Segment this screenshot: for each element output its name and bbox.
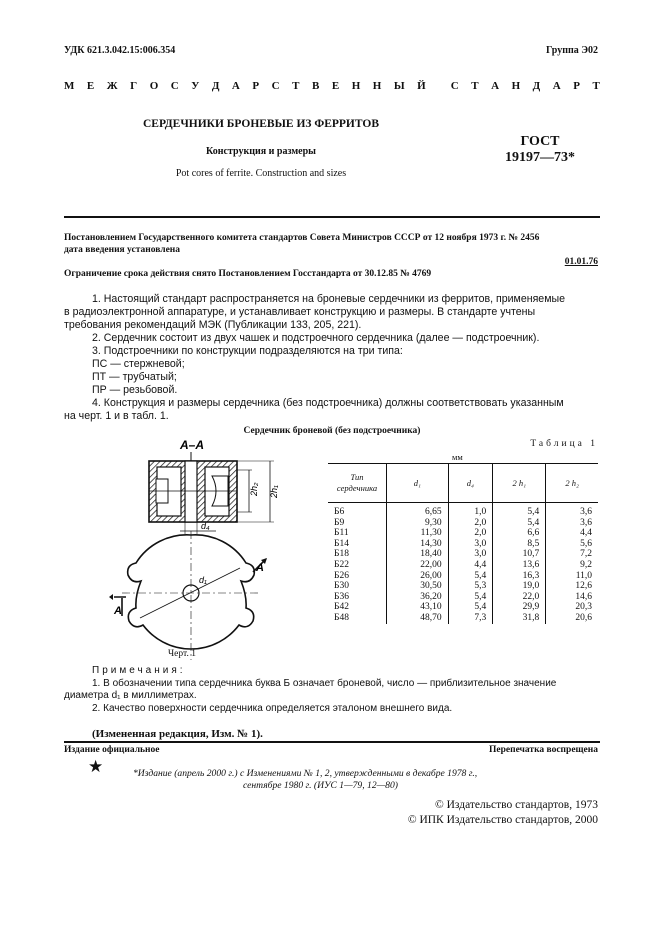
table-cell: Б9: [334, 517, 345, 528]
heading-letter: А: [552, 80, 561, 92]
table-row: [328, 503, 598, 518]
table-cell: 12,6: [546, 581, 598, 592]
clause-4b: на черт. 1 и в табл. 1.: [64, 410, 169, 422]
table-cell: 5,3: [448, 581, 493, 592]
col-2h2: 2 h₂: [546, 464, 598, 503]
decree-line1: Постановлением Государственного комитета стандартов Совета Министров СССР от 12 ноября 1973 г. № 2456: [64, 233, 540, 243]
copyright-2000: © ИПК Издательство стандартов, 2000: [407, 814, 598, 826]
heading-letter: Р: [573, 80, 580, 92]
table-cell: 19,0: [493, 581, 546, 592]
gost-number: 19197—73*: [505, 150, 575, 165]
col-type: Тип сердечника: [328, 464, 387, 503]
table-row: [328, 581, 598, 592]
clause-4a: 4. Конструкция и размеры сердечника (без подстроечника) должны соответствовать указанным: [92, 397, 564, 409]
heading-letter: Г: [130, 80, 138, 92]
heading-letter: С: [450, 80, 459, 92]
table-cell: 4,4: [448, 560, 493, 571]
official-edition: Издание официальное: [64, 745, 160, 755]
table-cell: 4,4: [546, 528, 598, 539]
table-cell: 22,0: [493, 592, 546, 603]
notes-title: Примечания:: [92, 665, 186, 676]
note-1a: 1. В обозначении типа сердечника буква Б означает броневой, число — приблизительное значение: [92, 677, 557, 689]
table-cell: 7,2: [546, 549, 598, 560]
footer-rule: [64, 741, 600, 743]
table-header-row: [328, 464, 598, 503]
table-cell: 3,6: [546, 518, 598, 529]
edition-line2: сентябре 1980 г. (ИУС 1—79, 12—80): [243, 780, 398, 791]
heading-letter: Е: [86, 80, 95, 92]
heading-letter: В: [311, 80, 320, 92]
heading-letter: С: [170, 80, 179, 92]
table-cell: 43,10: [387, 602, 449, 613]
table-cell: Б6: [334, 507, 345, 517]
table-cell: 6,6: [493, 528, 546, 539]
heading-letter: А: [491, 80, 500, 92]
table-1: [328, 463, 598, 624]
note-2: 2. Качество поверхности сердечника определяется эталоном внешнего вида.: [92, 702, 453, 714]
heading-letter: Т: [592, 80, 600, 92]
heading-letter: Н: [351, 80, 361, 92]
heading-letter: У: [191, 80, 200, 92]
core-drawing: [100, 436, 290, 672]
table-cell: 36,20: [387, 592, 449, 603]
heading-letter: Н: [372, 80, 382, 92]
col-2h1: 2 h₁: [493, 464, 546, 503]
table-cell: 9,30: [387, 518, 449, 529]
clauses: [64, 293, 604, 423]
table-cell: 5,4: [493, 503, 546, 518]
dim-2h2-label: 2h₂: [249, 482, 259, 496]
table-cell: Б26: [334, 570, 349, 581]
table-cell: 1,0: [448, 503, 493, 518]
table-cell: Б36: [334, 591, 349, 602]
table-cell: Б18: [334, 549, 349, 560]
table-row: [328, 592, 598, 603]
dim-d1-label: d₁: [199, 575, 207, 585]
heading-letter: Й: [417, 80, 426, 92]
table-cell: Б11: [334, 528, 349, 539]
col-d4: d₄: [448, 464, 493, 503]
table-cell: 11,0: [546, 571, 598, 582]
dim-2h1-label: 2h₁: [269, 485, 279, 498]
limit-removed: Ограничение срока действия снято Постановлением Госстандарта от 30.12.85 № 4769: [64, 269, 432, 279]
table-cell: 2,0: [448, 528, 493, 539]
section-label: А–А: [180, 438, 205, 452]
document-subtitle: Конструкция и размеры: [206, 146, 316, 157]
group-code: Группа Э02: [546, 45, 598, 56]
section-view: [149, 461, 237, 522]
figure-caption: Черт. 1: [168, 649, 196, 659]
figure-title: Сердечник броневой (без подстроечника): [243, 426, 421, 436]
table-row: [328, 560, 598, 571]
table-cell: 20,6: [546, 613, 598, 624]
udk-code: УДК 621.3.042.15:006.354: [64, 45, 176, 56]
table-cell: 5,6: [546, 539, 598, 550]
table-row: [328, 613, 598, 624]
table-cell: 30,50: [387, 581, 449, 592]
clause-1a: 1. Настоящий стандарт распространяется на броневые сердечники из ферритов, применяемые: [92, 293, 565, 305]
heading-letter: Ж: [106, 80, 118, 92]
table-title: Таблица 1: [530, 439, 598, 449]
table-cell: 5,4: [448, 592, 493, 603]
dim-d4-label: d₄: [201, 521, 210, 531]
clause-3: 3. Подстроечники по конструкции подразделяются на три типа:: [92, 345, 403, 357]
table-cell: 5,4: [448, 571, 493, 582]
table-cell: 10,7: [493, 549, 546, 560]
gost-label: ГОСТ: [520, 134, 560, 149]
table-cell: 20,3: [546, 602, 598, 613]
heading-letter: М: [64, 80, 75, 92]
table-cell: Б48: [334, 612, 349, 623]
table-cell: 6,65: [387, 503, 449, 518]
decree-line2: дата введения установлена: [64, 245, 181, 255]
table-unit: мм: [452, 452, 463, 462]
heading-letter: Р: [252, 80, 260, 92]
col-d1: d₁: [387, 464, 449, 503]
heading-letter: Е: [331, 80, 340, 92]
clause-1c: требования рекомендаций МЭК (Публикации 133, 205, 221).: [64, 319, 362, 331]
table-row: [328, 571, 598, 582]
table-cell: 16,3: [493, 571, 546, 582]
copyright-block: [408, 798, 598, 828]
table-cell: Б42: [334, 602, 349, 613]
heading-letter: Т: [471, 80, 479, 92]
section-mark-right: А: [256, 562, 264, 574]
table-cell: 18,40: [387, 549, 449, 560]
table-row: [328, 549, 598, 560]
edition-note: [133, 768, 563, 792]
edition-line1: *Издание (апрель 2000 г.) с Изменениями № 1, 2, утвержденными в декабре 1978 г.,: [133, 768, 478, 779]
notes: [64, 665, 604, 715]
standard-type-heading: [64, 80, 600, 92]
table-row: [328, 539, 598, 550]
table-cell: 29,9: [493, 602, 546, 613]
section-mark-left: А: [114, 605, 122, 617]
table-row: [328, 528, 598, 539]
table-cell: 5,4: [493, 518, 546, 529]
heading-letter: О: [149, 80, 159, 92]
table-cell: 22,00: [387, 560, 449, 571]
heading-letter: Т: [292, 80, 300, 92]
amendment-note: (Измененная редакция, Изм. № 1).: [92, 728, 263, 740]
heading-letter: С: [271, 80, 280, 92]
table-cell: 5,4: [448, 602, 493, 613]
table-cell: 14,30: [387, 539, 449, 550]
type-ps: ПС — стержневой;: [92, 358, 185, 370]
table-cell: Б30: [334, 581, 349, 592]
heading-letter: Д: [211, 80, 220, 92]
note-1b: диаметра d₁ в миллиметрах.: [64, 690, 197, 701]
table-cell: 26,00: [387, 571, 449, 582]
table-cell: 7,3: [448, 613, 493, 624]
clause-2: 2. Сердечник состоит из двух чашек и подстроечного сердечника (далее — подстроечник).: [92, 332, 540, 344]
table-cell: 48,70: [387, 613, 449, 624]
table-cell: 8,5: [493, 539, 546, 550]
effective-date: 01.01.76: [564, 257, 598, 267]
table-cell: 14,6: [546, 592, 598, 603]
copyright-1973: © Издательство стандартов, 1973: [434, 799, 598, 811]
document-title-en: Pot cores of ferrite. Construction and sizes: [175, 168, 347, 179]
star-icon: ★: [88, 757, 104, 776]
table-row: [328, 602, 598, 613]
table-cell: 3,6: [546, 503, 598, 518]
heading-letter: Н: [511, 80, 521, 92]
type-pr: ПР — резьбовой.: [92, 384, 178, 396]
plan-view: [122, 531, 260, 660]
table-row: [328, 518, 598, 529]
table-cell: 13,6: [493, 560, 546, 571]
reprint-prohibited: Перепечатка воспрещена: [488, 745, 598, 755]
gost-designation: [490, 134, 590, 166]
table-cell: Б22: [334, 559, 349, 570]
clause-1b: в радиоэлектронной аппаратуре, и устанавливает конструкцию и размеры. В стандарте учтены: [64, 306, 536, 318]
heading-letter: Ы: [393, 80, 405, 92]
table-cell: 2,0: [448, 518, 493, 529]
table-cell: 3,0: [448, 549, 493, 560]
table-cell: 31,8: [493, 613, 546, 624]
heading-letter: Д: [532, 80, 541, 92]
heading-letter: А: [231, 80, 240, 92]
type-pt: ПТ — трубчатый;: [92, 371, 177, 383]
title-rule: [64, 216, 600, 218]
table-cell: 3,0: [448, 539, 493, 550]
document-title: СЕРДЕЧНИКИ БРОНЕВЫЕ ИЗ ФЕРРИТОВ: [142, 118, 380, 130]
table-cell: 11,30: [387, 528, 449, 539]
table-cell: 9,2: [546, 560, 598, 571]
table-cell: Б14: [334, 538, 349, 549]
